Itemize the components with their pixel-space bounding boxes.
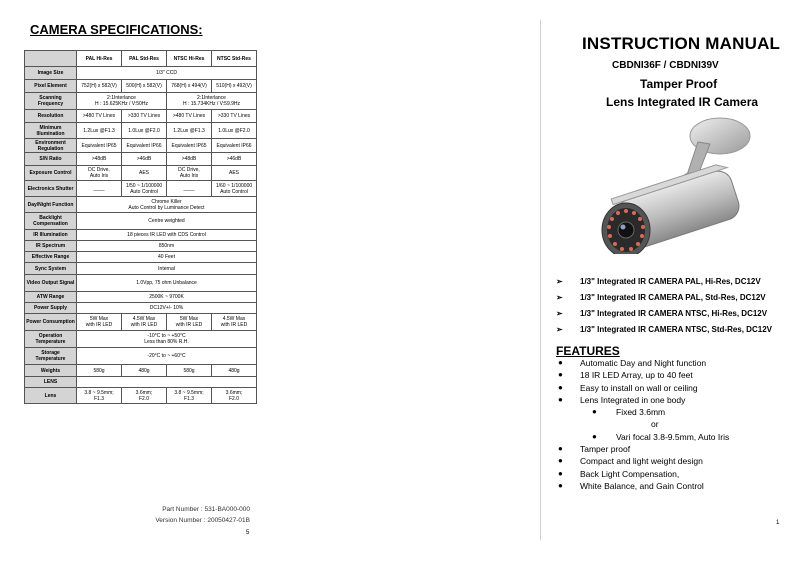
spec-row [25,275,257,292]
spec-row-label: Image Size [25,67,77,80]
spec-cell: 3.6mm; F2.0 [212,388,257,404]
subtitle-ir-camera: Lens Integrated IR Camera [606,95,759,109]
feature-text: Tamper proof [580,444,631,455]
spec-cell: 1/3" CCD [77,67,257,80]
spec-row [25,110,257,123]
spec-row-label: Effective Range [25,252,77,263]
spec-row-label: S/N Ratio [25,153,77,166]
spec-row [25,139,257,153]
spec-row [25,123,257,139]
spec-cell: >330 TV Lines [212,110,257,123]
spec-row [25,213,257,230]
feature-text: 18 IR LED Array, up to 40 feet [580,370,693,381]
spec-row [25,303,257,314]
spec-cell: ____ [77,181,122,197]
model-number: CBDNI36F / CBDNI39V [612,60,719,71]
arrow-icon: ➢ [556,325,563,334]
spec-cell: 850nm [77,241,257,252]
page-number-right: 1 [776,520,780,526]
spec-cell: >48dB [77,153,122,166]
spec-row-label: Exposure Control [25,166,77,181]
spec-row-label: Power Supply [25,303,77,314]
spec-cell: Chrome Killer Auto Control by Luminance Detect [77,197,257,213]
spec-cell: 2500K ~ 9700K [77,292,257,303]
spec-body [25,67,257,404]
feature-text: Fixed 3.6mm [616,407,666,418]
spec-cell: 500(H) x 582(V) [122,80,167,93]
spec-row-label: Resolution [25,110,77,123]
spec-cell: ____ [167,181,212,197]
spec-row [25,80,257,93]
page-fold [540,20,541,540]
spec-row [25,93,257,110]
spec-cell: >480 TV Lines [77,110,122,123]
spec-cell: 3.6mm; F2.0 [122,388,167,404]
camera-lens [618,222,634,238]
spec-cell: DC Drive, Auto Iris [167,166,212,181]
spec-row [25,377,257,388]
spec-cell: Centre weighted [77,213,257,230]
spec-row [25,292,257,303]
spec-cell: 18 pieces IR LED with CDS Control [77,230,257,241]
spec-cell: >48dB [167,153,212,166]
bullet-icon: ● [558,480,563,490]
spec-header-row [25,51,257,67]
spec-cell: DC Drive, Auto Iris [77,166,122,181]
features-title: FEATURES [556,344,620,358]
spec-row-label: ATW Range [25,292,77,303]
spec-row-label: Video Output Signal [25,275,77,292]
bullet-icon: ● [558,444,563,454]
spec-row-label: Pixel Element [25,80,77,93]
spec-cell: >330 TV Lines [122,110,167,123]
feature-text: Back Light Compensation, [580,468,680,479]
spec-cell: -10°C to ~ +50°C Less than 80% R.H. [77,331,257,348]
bullet-icon: ● [558,370,563,380]
spec-row [25,348,257,365]
arrow-icon: ➢ [556,309,563,318]
spec-cell: -20°C to ~ +60°C [77,348,257,365]
spec-cell: 5W Max with IR LED [77,314,122,331]
spec-cell: Internal [77,263,257,275]
feature-text: Vari focal 3.8-9.5mm, Auto Iris [616,431,730,442]
spec-row-label: Power Consumption [25,314,77,331]
feature-text: Compact and light weight design [580,456,703,467]
spec-cell: Equivalent IP65 [167,139,212,153]
spec-cell: >46dB [212,153,257,166]
camera-image [578,112,768,254]
spec-row [25,241,257,252]
spec-cell: 5W Max with IR LED [167,314,212,331]
spec-row [25,166,257,181]
spec-row-label: Backlight Compensation [25,213,77,230]
bullet-icon: ● [558,456,563,466]
bullet-icon: ● [592,407,597,417]
spec-cell: 1.0Vpp, 75 ohm Unbalance [77,275,257,292]
feature-text: Lens Integrated in one body [580,394,686,405]
spec-row-label: Operation Temperature [25,331,77,348]
spec-row [25,331,257,348]
subtitle-tamper-proof: Tamper Proof [640,77,718,91]
spec-row [25,314,257,331]
spec-cell: 2:1Interlance H : 15.734KHz / V:59.9Hz [167,93,257,110]
spec-cell: Equivalent IP66 [122,139,167,153]
spec-row-label: Sync System [25,263,77,275]
spec-cell: 510(H) x 492(V) [212,80,257,93]
spec-cell: DC12V+/- 10% [77,303,257,314]
spec-cell: 1/60 ~ 1/100000 Auto Control [212,181,257,197]
spec-row [25,181,257,197]
spec-row-label: Storage Temperature [25,348,77,365]
spec-cell: AES [212,166,257,181]
product-label: 1/3" Integrated IR CAMERA NTSC, Std-Res, DC12V [580,325,772,334]
spec-row-label: IR Illumination [25,230,77,241]
spec-cell [77,377,257,388]
bullet-icon: ● [558,358,563,367]
spec-row [25,197,257,213]
spec-row-label: LENS [25,377,77,388]
bullet-icon: ● [558,468,563,478]
feature-text: Easy to install on wall or ceiling [580,382,698,393]
spec-row-label: Lens [25,388,77,404]
spec-cell: 1.0Lux @F2.0 [122,123,167,139]
bullet-icon: ● [558,382,563,392]
spec-title: CAMERA SPECIFICATIONS: [30,22,203,37]
spec-row [25,252,257,263]
spec-cell: >480 TV Lines [167,110,212,123]
spec-cell: 580g [77,365,122,377]
spec-col-header: NTSC Std-Res [212,51,257,67]
spec-row [25,263,257,275]
spec-row [25,230,257,241]
spec-cell: 2:1Interlance H : 15.625KHz / V:50Hz [77,93,167,110]
spec-cell: Equivalent IP66 [212,139,257,153]
spec-row-label: Electronics Shutter [25,181,77,197]
spec-cell: 4.5W Max with IR LED [122,314,167,331]
spec-cell: 580g [167,365,212,377]
product-label: 1/3" Integrated IR CAMERA NTSC, Hi-Res, DC12V [580,309,768,318]
spec-cell: 480g [122,365,167,377]
spec-row [25,153,257,166]
feature-text: Automatic Day and Night function [580,358,707,368]
product-label: 1/3" Integrated IR CAMERA PAL, Hi-Res, DC12V [580,277,761,286]
spec-row [25,388,257,404]
part-number: Part Number : 531-BA000-000 [162,506,250,513]
spec-col-header: NTSC Hi-Res [167,51,212,67]
spec-row-label: Weights [25,365,77,377]
spec-row-label: Environment Regulation [25,139,77,153]
spec-cell: 768(H) x 494(V) [167,80,212,93]
spec-cell: Equivalent IP65 [77,139,122,153]
bullet-icon: ● [592,431,597,441]
spec-row [25,67,257,80]
spec-table [24,50,257,404]
bullet-icon: ● [558,394,563,404]
spec-col-header: PAL Hi-Res [77,51,122,67]
spec-cell: 752(H) x 582(V) [77,80,122,93]
page-number-left: 5 [246,530,250,536]
spec-cell: 40 Feet [77,252,257,263]
spec-cell: 3.8 ~ 9.5mm; F1.3 [167,388,212,404]
spec-col-header: PAL Std-Res [122,51,167,67]
lens-glare [621,225,626,230]
spec-cell: >46dB [122,153,167,166]
spec-cell: 1.0Lux @F2.0 [212,123,257,139]
version-number: Version Number : 20050427-01B [155,517,250,524]
spec-row-label: IR Spectrum [25,241,77,252]
spec-row-label: Minimum Illumination [25,123,77,139]
feature-text: White Balance, and Gain Control [580,480,704,491]
spec-cell: 1.2Lux @F1.3 [77,123,122,139]
spec-cell: 1.2Lux @F1.3 [167,123,212,139]
spec-cell: 3.8 ~ 9.5mm; F1.3 [77,388,122,404]
spec-row [25,365,257,377]
spec-row-label: Scanning Frequency [25,93,77,110]
feature-text: or [651,419,659,430]
spec-row-label: Day/Night Function [25,197,77,213]
spec-cell: 480g [212,365,257,377]
spec-cell: 4.5W Max with IR LED [212,314,257,331]
product-label: 1/3" Integrated IR CAMERA PAL, Std-Res, DC12V [580,293,766,302]
manual-title: INSTRUCTION MANUAL [582,34,781,53]
spec-cell: 1/50 ~ 1/100000 Auto Control [122,181,167,197]
arrow-icon: ➢ [556,277,563,286]
spec-header-corner [25,51,77,67]
spec-cell: AES [122,166,167,181]
arrow-icon: ➢ [556,293,563,302]
